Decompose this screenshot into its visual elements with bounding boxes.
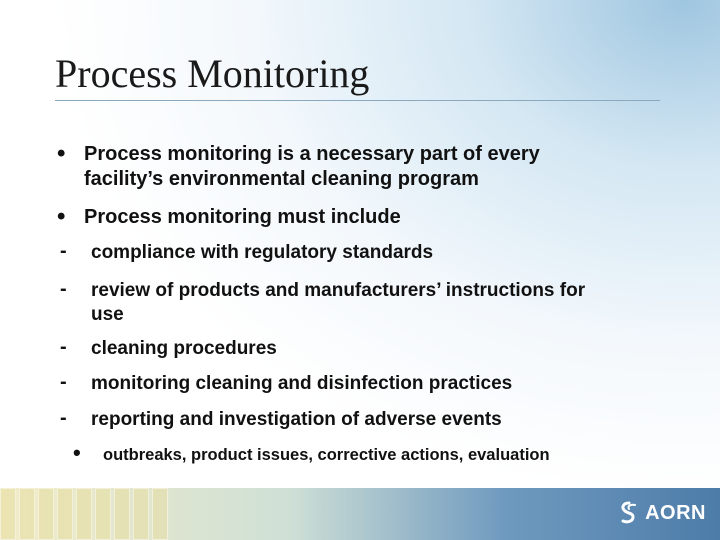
decorative-square <box>152 488 168 540</box>
subitem: monitoring cleaning and disinfection practices <box>91 373 513 394</box>
bullet-marker: • <box>73 440 81 465</box>
logo-text: AORN <box>645 501 706 524</box>
bullet-marker: • <box>57 140 66 167</box>
aorn-logo-icon <box>619 501 639 525</box>
bullet-marker: • <box>57 203 66 230</box>
subitem-line: use <box>91 304 124 325</box>
decorative-square <box>57 488 73 540</box>
decorative-square <box>76 488 92 540</box>
bullet-line: facility’s environmental cleaning program <box>84 168 479 190</box>
slide-title: Process Monitoring <box>55 51 370 96</box>
dash-marker: - <box>60 336 67 358</box>
decorative-square <box>133 488 149 540</box>
subitem: cleaning procedures <box>91 338 277 359</box>
decorative-square <box>114 488 130 540</box>
dash-marker: - <box>60 240 67 262</box>
aorn-logo <box>619 501 706 525</box>
subitem: compliance with regulatory standards <box>91 242 434 263</box>
subsubitem: outbreaks, product issues, corrective actions, evaluation <box>103 446 550 464</box>
decorative-square <box>95 488 111 540</box>
title-divider <box>55 100 660 101</box>
decorative-square <box>38 488 54 540</box>
bullet-item: Process monitoring must include <box>84 206 401 228</box>
decorative-square <box>0 488 16 540</box>
subitem-line: review of products and manufacturers’ instructions for <box>91 280 586 301</box>
dash-marker: - <box>60 278 67 300</box>
decorative-squares <box>0 488 168 540</box>
dash-marker: - <box>60 407 67 429</box>
decorative-square <box>19 488 35 540</box>
bullet-item <box>84 142 540 192</box>
bullet-line: Process monitoring is a necessary part of every <box>84 143 540 165</box>
subitem <box>91 279 585 327</box>
dash-marker: - <box>60 371 67 393</box>
subitem: reporting and investigation of adverse events <box>91 409 502 430</box>
footer-band <box>0 488 720 540</box>
